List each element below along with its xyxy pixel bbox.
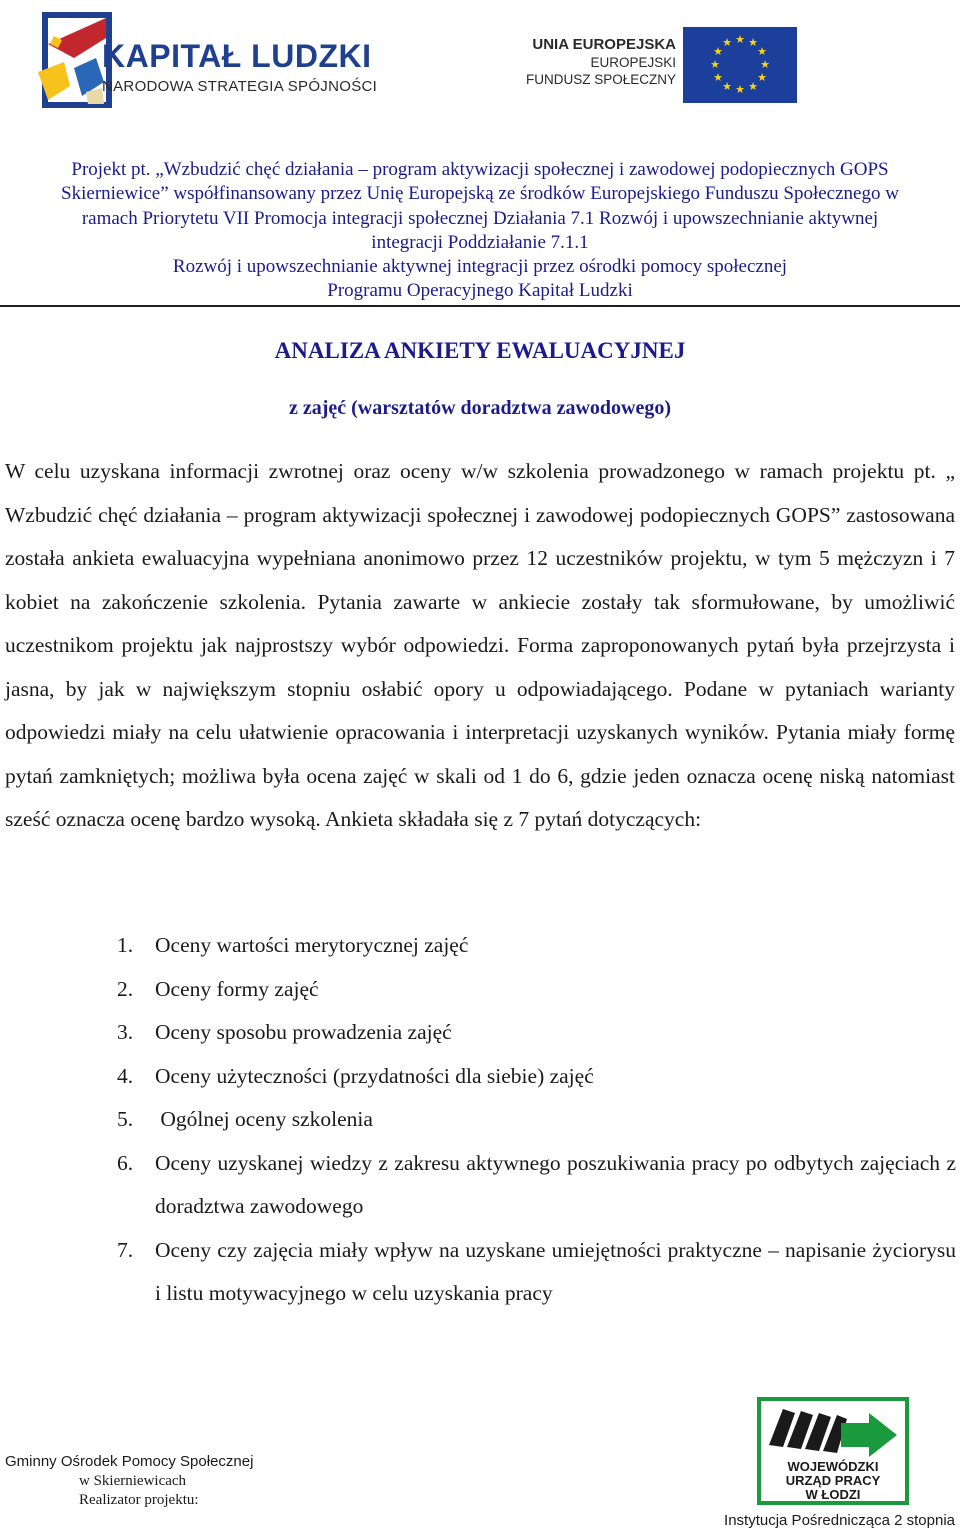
list-text: Oceny sposobu prowadzenia zajęć xyxy=(155,1020,452,1044)
svg-text:★: ★ xyxy=(735,33,745,46)
eu-line-1: UNIA EUROPEJSKA xyxy=(532,36,676,53)
list-number: 7. xyxy=(117,1237,134,1262)
list-text: Oceny użyteczności (przydatności dla siebie) zajęć xyxy=(155,1063,594,1088)
list-number: 4. xyxy=(117,1063,134,1088)
header-line: Skierniewice” współfinansowany przez Unię Europejską ze środków Europejskiego Funduszu Społecznego w xyxy=(61,183,899,205)
list-number: 1. xyxy=(117,933,134,957)
list-text: Oceny wartości merytorycznej zajęć xyxy=(155,933,469,957)
list-number: 5. xyxy=(117,1107,134,1131)
header-line: integracji Poddziałanie 7.1.1 xyxy=(371,231,589,253)
question-list xyxy=(0,924,960,1316)
svg-text:★: ★ xyxy=(735,83,745,96)
list-item xyxy=(0,1011,960,1055)
wup-line-1: WOJEWÓDZKI xyxy=(787,1459,879,1474)
header-line: Programu Operacyjnego Kapitał Ludzki xyxy=(327,280,633,302)
eu-line-2: EUROPEJSKI xyxy=(590,55,676,70)
svg-text:★: ★ xyxy=(710,58,720,71)
list-number: 2. xyxy=(117,976,134,1001)
svg-text:★: ★ xyxy=(748,36,758,49)
footer-realizator xyxy=(5,1452,253,1511)
document-subtitle: z zajęć (warsztatów doradztwa zawodowego) xyxy=(288,397,672,419)
list-item xyxy=(0,1098,960,1142)
list-item xyxy=(0,968,960,1012)
svg-text:★: ★ xyxy=(722,80,732,93)
svg-text:★: ★ xyxy=(757,45,767,58)
eu-line-3: FUNDUSZ SPOŁECZNY xyxy=(525,72,676,87)
project-header xyxy=(10,158,950,304)
header-line: Projekt pt. „Wzbudzić chęć działania – program aktywizacji społecznej i zawodowej podopiecznych GOPS xyxy=(71,159,889,180)
document-title: ANALIZA ANKIETY EWALUACYJNEJ xyxy=(274,338,686,363)
footer-role: Realizator projektu: xyxy=(79,1492,199,1508)
svg-text:★: ★ xyxy=(713,45,723,58)
svg-text:★: ★ xyxy=(722,36,732,49)
list-number: 6. xyxy=(117,1150,134,1175)
eu-text xyxy=(520,35,676,88)
logo-bar xyxy=(0,0,960,150)
eu-flag-icon xyxy=(683,27,797,103)
svg-text:★: ★ xyxy=(757,71,767,84)
wup-line-3: W ŁODZI xyxy=(805,1487,861,1502)
header-line: Rozwój i upowszechnianie aktywnej integracji przez ośrodki pomocy społecznej xyxy=(172,256,788,278)
list-number: 3. xyxy=(117,1020,134,1044)
list-item xyxy=(0,1055,960,1099)
svg-text:★: ★ xyxy=(748,80,758,93)
footer-org: Gminny Ośrodek Pomocy Społecznej xyxy=(5,1453,254,1470)
list-text: Oceny uzyskanej wiedzy z zakresu aktywnego poszukiwania pracy po odbytych zajęciach z doradztwa zawodowego xyxy=(155,1150,956,1218)
wup-lodz-logo xyxy=(757,1397,909,1505)
kapital-ludzki-title: KAPITAŁ LUDZKI xyxy=(102,38,372,74)
list-text: Oceny czy zajęcia miały wpływ na uzyskane umiejętności praktyczne – napisanie życiorysu i listu motywacyjnego w celu uzyskania pracy xyxy=(155,1237,956,1305)
svg-text:★: ★ xyxy=(713,71,723,84)
list-item xyxy=(0,1142,960,1229)
list-item xyxy=(0,924,960,968)
kapital-ludzki-subtitle: NARODOWA STRATEGIA SPÓJNOŚCI xyxy=(102,78,378,95)
list-item xyxy=(0,1229,960,1316)
header-line: ramach Priorytetu VII Promocja integracji społecznej Działania 7.1 Rozwój i upowszechnianie aktywnej xyxy=(81,207,879,229)
list-text: Oceny formy zajęć xyxy=(155,976,319,1001)
header-divider xyxy=(0,305,960,307)
footer-intermediate-body: Instytucja Pośrednicząca 2 stopnia xyxy=(724,1512,955,1529)
list-text: Ogólnej oceny szkolenia xyxy=(155,1107,373,1131)
svg-text:★: ★ xyxy=(760,58,770,71)
wup-line-2: URZĄD PRACY xyxy=(785,1473,881,1488)
intro-paragraph: W celu uzyskana informacji zwrotnej oraz oceny w/w szkolenia prowadzonego w ramach projektu pt. „ Wzbudzić chęć działania – program aktywizacji społecznej i zawodowej podopiecznych GOPS” zastosowana została ankieta ewaluacyjna wypełniana anonimowo przez 12 uczestników projektu, w tym 5 mężczyzn i 7 kobiet na zakończenie szkolenia. Pytania zawarte w ankiecie zostały tak sformułowane, by umożliwić uczestnikom projektu jak najprostszy wybór odpowiedzi. Forma zaproponowanych pytań była przejrzysta i jasna, by jak w największym stopniu osłabić opory u odpowiadającego. Podane w pytaniach warianty odpowiedzi miały na celu ułatwienie opracowania i interpretacji uzyskanych wyników. Pytania miały formę pytań zamkniętych; możliwa była ocena zajęć w skali od 1 do 6, gdzie jeden oznacza ocenę niską natomiast sześć oznacza ocenę bardzo wysoką. Ankieta składała się z 7 pytań dotyczących: xyxy=(5,459,955,831)
footer-city: w Skierniewicach xyxy=(79,1472,187,1489)
